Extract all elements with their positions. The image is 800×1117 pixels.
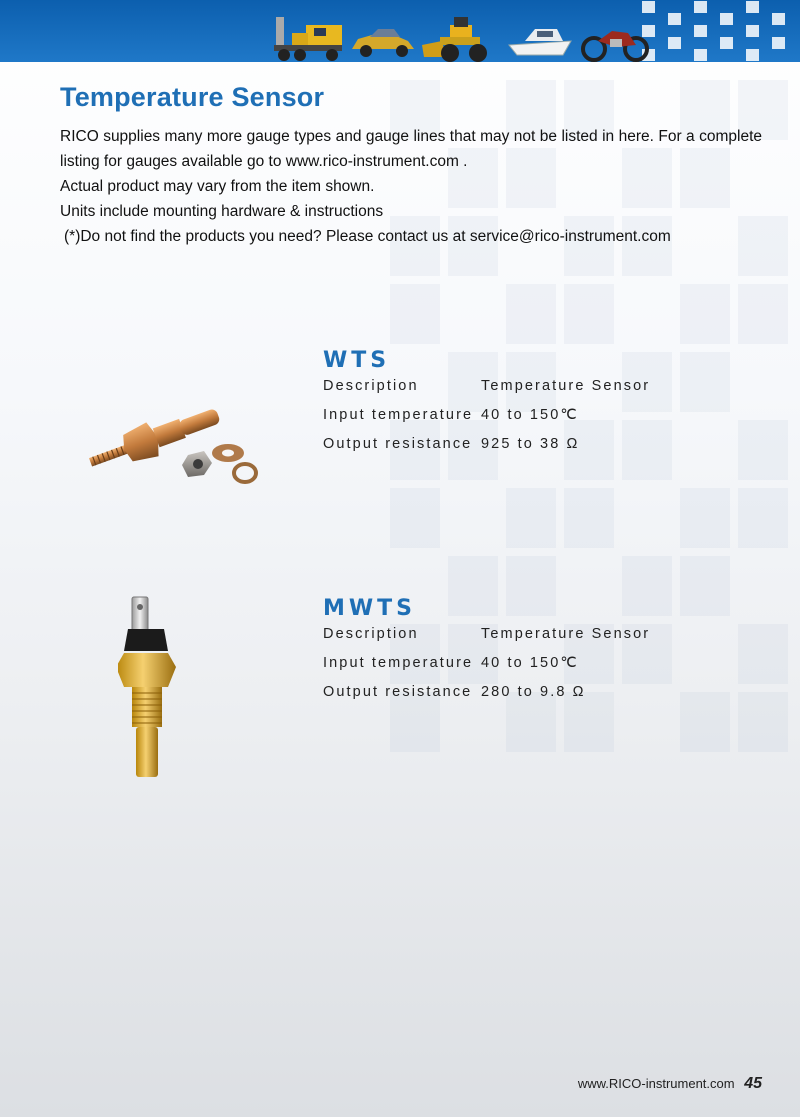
grid-square (564, 488, 614, 548)
spec-row-input-temperature (323, 405, 743, 425)
boat-icon (505, 15, 575, 65)
checker-pattern (640, 0, 800, 62)
checker-square (694, 1, 707, 13)
mwts-sensor-image (118, 595, 218, 780)
intro-line-contact: (*)Do not find the products you need? Please contact us at service@rico-instrument.com (64, 228, 671, 245)
checker-square (694, 49, 707, 61)
intro-paragraph: RICO supplies many more gauge types and gauge lines that may not be listed in here. For a complete listing for gauges available go to www.rico-instrument.com . (60, 128, 762, 170)
checker-square (668, 37, 681, 49)
spec-label: Input temperature (323, 655, 474, 671)
spec-value: 40 to 150℃ (481, 655, 579, 671)
product-name: WTS (323, 348, 391, 373)
checker-square (720, 13, 733, 25)
product-name: MWTS (323, 596, 417, 621)
grid-square (738, 624, 788, 684)
intro-line-hardware: Units include mounting hardware & instructions (60, 203, 384, 220)
page-footer (578, 1075, 762, 1093)
product-mwts (323, 596, 743, 711)
spec-row-output-resistance (323, 682, 743, 702)
wheel-loader-icon (420, 15, 495, 65)
grid-square (390, 284, 440, 344)
spec-label: Description (323, 378, 419, 394)
spec-value: Temperature Sensor (481, 626, 651, 642)
car-icon (348, 15, 418, 65)
spec-label: Description (323, 626, 419, 642)
product-wts (323, 348, 743, 463)
grid-square (680, 488, 730, 548)
grid-square (680, 284, 730, 344)
spec-row-input-temperature (323, 653, 743, 673)
intro-line-variance: Actual product may vary from the item shown. (60, 178, 375, 195)
spec-value: 925 to 38 Ω (481, 436, 580, 452)
truck-icon (270, 15, 345, 65)
checker-square (772, 13, 785, 25)
checker-square (720, 37, 733, 49)
grid-square (506, 284, 556, 344)
wts-sensor-image (80, 385, 270, 485)
grid-square (564, 284, 614, 344)
spec-row-description (323, 376, 743, 396)
checker-square (772, 37, 785, 49)
grid-square (738, 420, 788, 480)
footer-url: www.RICO-instrument.com (577, 1076, 735, 1091)
spec-value: Temperature Sensor (481, 378, 651, 394)
spec-label: Output resistance (323, 684, 473, 700)
page-number: 45 (744, 1075, 762, 1092)
spec-label: Input temperature (323, 407, 474, 423)
spec-row-description (323, 624, 743, 644)
grid-square (506, 488, 556, 548)
intro-text (60, 124, 762, 249)
grid-square (738, 284, 788, 344)
grid-square (738, 692, 788, 752)
checker-square (746, 25, 759, 37)
spec-row-output-resistance (323, 434, 743, 454)
checker-square (694, 25, 707, 37)
grid-square (390, 488, 440, 548)
spec-value: 40 to 150℃ (481, 407, 579, 423)
checker-square (746, 49, 759, 61)
header-band (0, 0, 800, 62)
grid-square (738, 488, 788, 548)
checker-square (642, 1, 655, 13)
spec-label: Output resistance (323, 436, 473, 452)
checker-square (668, 13, 681, 25)
page-title: Temperature Sensor (60, 82, 325, 112)
spec-value: 280 to 9.8 Ω (481, 684, 586, 700)
checker-square (746, 1, 759, 13)
motorcycle-icon (580, 15, 650, 65)
